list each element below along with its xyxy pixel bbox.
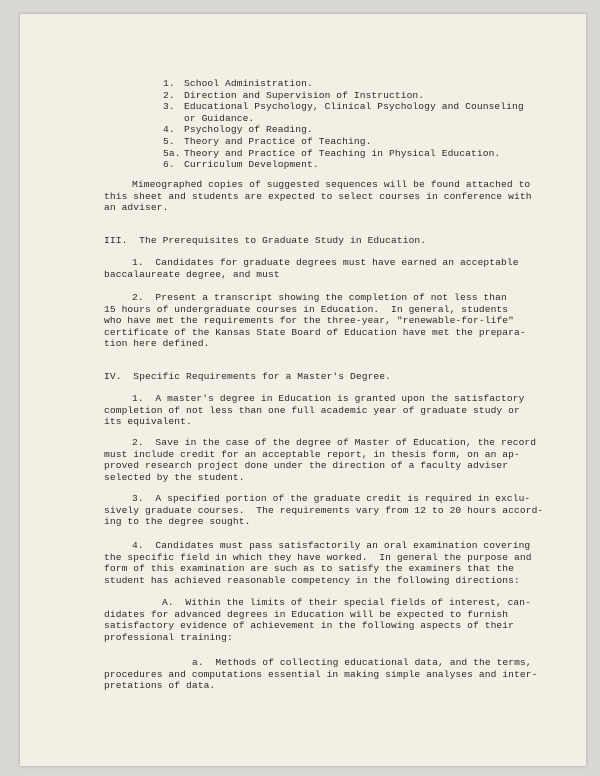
paragraph-line: certificate of the Kansas State Board of Education have met the prepara- bbox=[104, 326, 526, 338]
list-item bbox=[163, 124, 524, 136]
paragraph-line: its equivalent. bbox=[104, 416, 192, 428]
paragraph-line: a. Methods of collecting educational data, and the terms, bbox=[192, 657, 532, 668]
document-page bbox=[20, 14, 586, 766]
paragraph-line: proved research project done under the direction of a faculty adviser bbox=[104, 460, 509, 472]
list-item-text: Theory and Practice of Teaching in Physical Education. bbox=[184, 147, 501, 159]
list-item-text: School Administration. bbox=[184, 78, 313, 89]
section-iv-paragraph-1 bbox=[104, 393, 524, 428]
paragraph-line: student has achieved reasonable competency in the following directions: bbox=[104, 574, 520, 586]
section-heading-iii: III. The Prerequisites to Graduate Study in Education. bbox=[104, 235, 427, 246]
paragraph-line: completion of not less than one full academic year of graduate study or bbox=[104, 404, 520, 416]
section-iv-paragraph-4 bbox=[104, 540, 532, 586]
paragraph-line: didates for advanced degrees in Education will be expected to furnish bbox=[104, 608, 509, 620]
paragraph-line: tion here defined. bbox=[104, 338, 210, 350]
paragraph-line: professional training: bbox=[104, 631, 233, 643]
paragraph-line: the specific field in which they have worked. In general the purpose and bbox=[104, 551, 532, 563]
paragraph-line: 1. A master's degree in Education is granted upon the satisfactory bbox=[132, 393, 525, 404]
list-item bbox=[163, 136, 524, 148]
paragraph-line: pretations of data. bbox=[104, 680, 216, 692]
paragraph-line: 3. A specified portion of the graduate credit is required in exclu- bbox=[132, 493, 531, 504]
list-item-text: Theory and Practice of Teaching. bbox=[184, 135, 372, 147]
paragraph-line: procedures and computations essential in making simple analyses and inter- bbox=[104, 668, 538, 680]
paragraph-line: satisfactory evidence of achievement in the following aspects of their bbox=[104, 620, 515, 632]
list-item bbox=[163, 148, 524, 160]
paragraph-line: Mimeographed copies of suggested sequences will be found attached to bbox=[132, 179, 531, 190]
paragraph-line: who have met the requirements for the three-year, "renewable-for-life" bbox=[104, 315, 515, 327]
list-item-text: or Guidance. bbox=[184, 112, 255, 124]
list-item-text: Educational Psychology, Clinical Psychology and Counseling bbox=[184, 101, 524, 113]
section-iv-paragraph-2 bbox=[104, 437, 536, 483]
list-item-number: 5a. bbox=[163, 147, 181, 159]
paragraph-line: this sheet and students are expected to select courses in conference with bbox=[104, 190, 532, 202]
section-iii-paragraph-2 bbox=[104, 292, 526, 350]
paragraph-line: ing to the degree sought. bbox=[104, 516, 251, 528]
course-list bbox=[163, 78, 524, 171]
section-iv-paragraph-3 bbox=[104, 493, 543, 528]
section-heading-iv: IV. Specific Requirements for a Master's Degree. bbox=[104, 371, 392, 382]
section-iii-paragraph-1 bbox=[104, 257, 519, 280]
section-iv-subparagraph-a-lower bbox=[104, 657, 537, 692]
list-item-number: 2. bbox=[163, 89, 175, 101]
paragraph-line: baccalaureate degree, and must bbox=[104, 268, 280, 280]
list-item bbox=[163, 90, 524, 102]
paragraph-line: 2. Save in the case of the degree of Master of Education, the record bbox=[132, 437, 537, 448]
paragraph-line: sively graduate courses. The requirements vary from 12 to 20 hours accord- bbox=[104, 504, 544, 516]
list-item-number: 5. bbox=[163, 135, 175, 147]
list-item-number: 6. bbox=[163, 159, 175, 171]
list-item-text: Curriculum Development. bbox=[184, 159, 319, 171]
list-item bbox=[163, 101, 524, 124]
list-item-number: 1. bbox=[163, 78, 175, 89]
section-iv-subparagraph-a-upper bbox=[104, 597, 531, 643]
list-item bbox=[163, 159, 524, 171]
list-item-number: 4. bbox=[163, 124, 175, 136]
list-item-text: Direction and Supervision of Instruction. bbox=[184, 89, 425, 101]
mimeo-paragraph bbox=[104, 179, 532, 214]
list-item-text: Psychology of Reading. bbox=[184, 124, 313, 136]
list-item-number: 3. bbox=[163, 101, 175, 113]
paragraph-line: A. Within the limits of their special fields of interest, can- bbox=[162, 597, 532, 608]
paragraph-line: must include credit for an acceptable report, in thesis form, on an ap- bbox=[104, 448, 520, 460]
paragraph-line: form of this examination are such as to satisfy the examiners that the bbox=[104, 563, 515, 575]
paragraph-line: 1. Candidates for graduate degrees must have earned an acceptable bbox=[132, 257, 519, 268]
paragraph-line: 15 hours of undergraduate courses in Education. In general, students bbox=[104, 303, 509, 315]
paragraph-line: an adviser. bbox=[104, 202, 169, 214]
paragraph-line: selected by the student. bbox=[104, 471, 245, 483]
paragraph-line: 4. Candidates must pass satisfactorily an oral examination covering bbox=[132, 540, 531, 551]
paragraph-line: 2. Present a transcript showing the completion of not less than bbox=[132, 292, 507, 303]
list-item bbox=[163, 78, 524, 90]
